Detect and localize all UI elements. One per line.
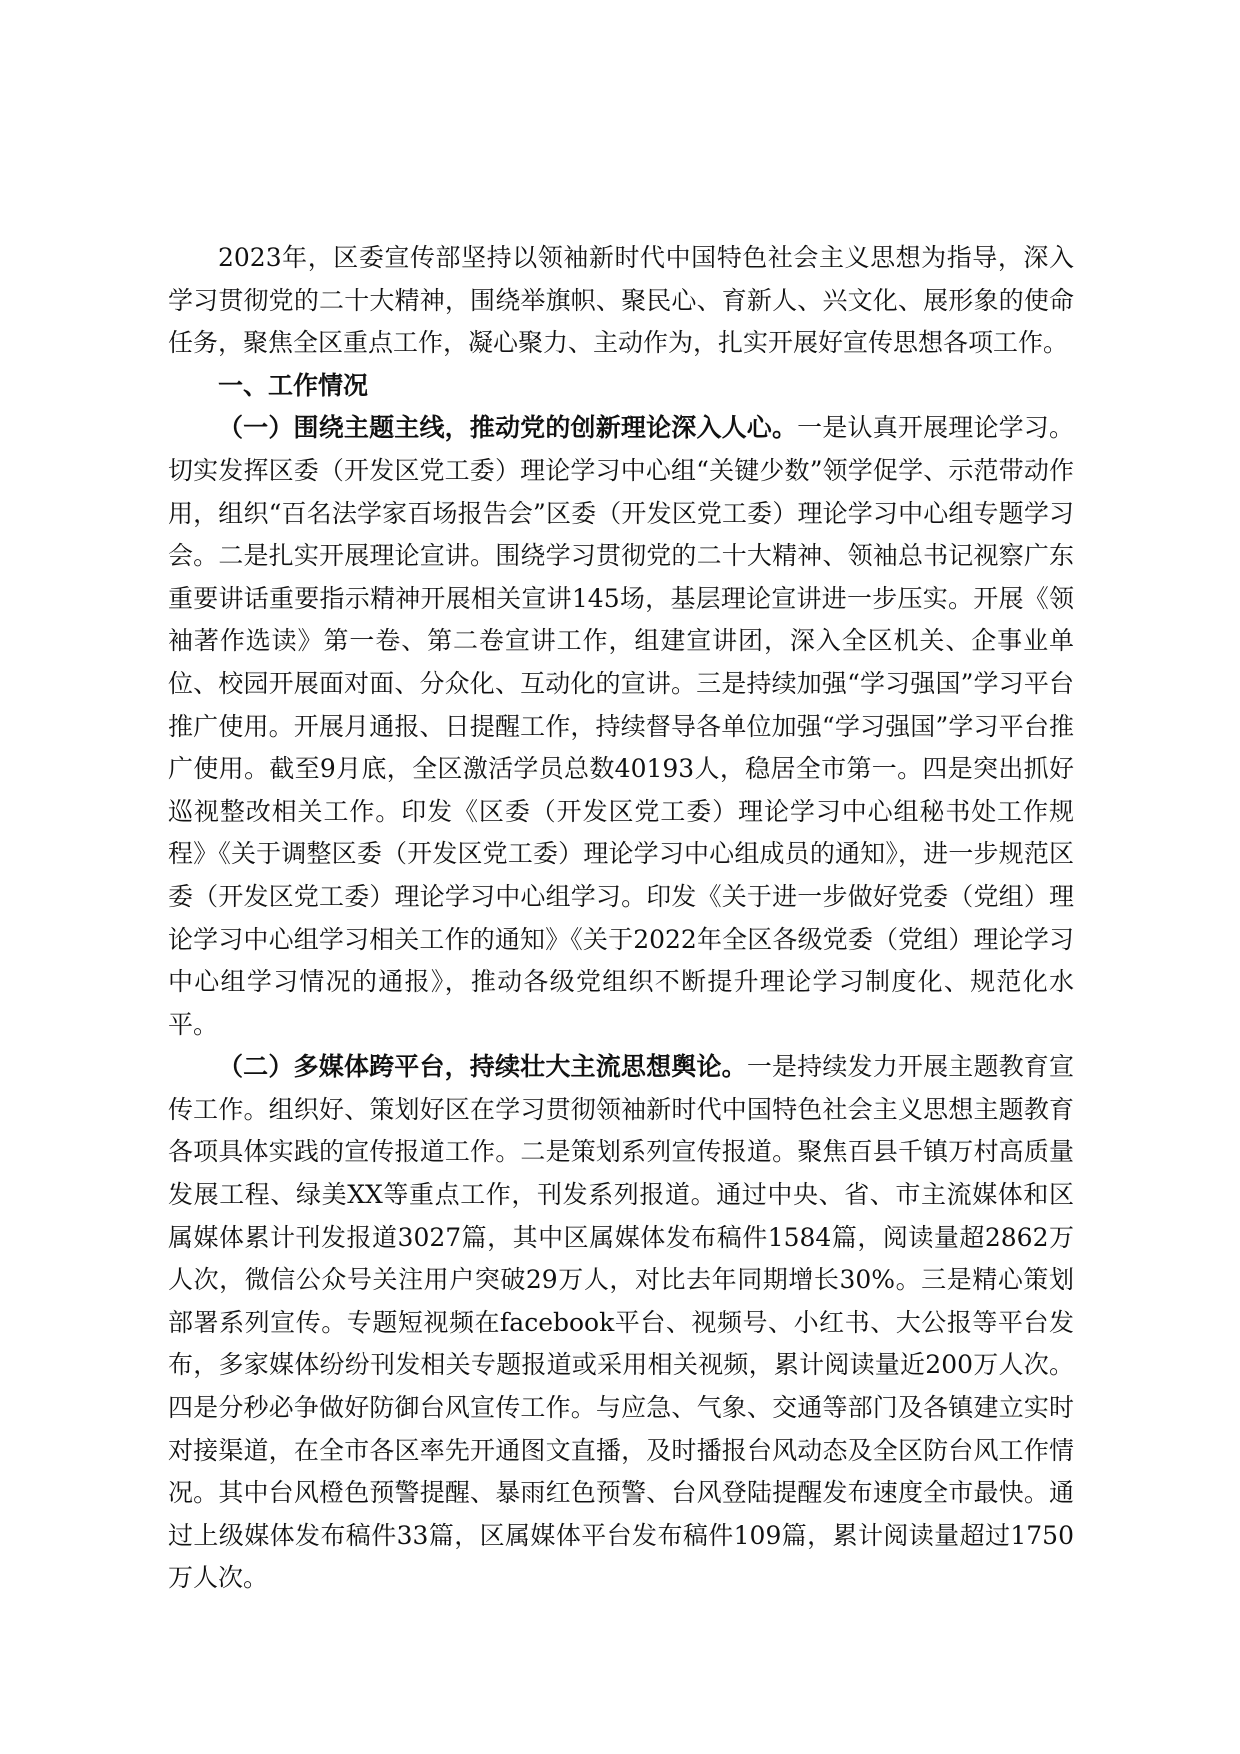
subsection-title-2: （二）多媒体跨平台，持续壮大主流思想舆论。 [218,1052,747,1082]
intro-paragraph: 2023年，区委宣传部坚持以领袖新时代中国特色社会主义思想为指导，深入学习贯彻党的二十大精神，围绕举旗帜、聚民心、育新人、兴文化、展形象的使命任务，聚焦全区重点工作，凝心聚力、主动作为，扎实开展好宣传思想各项工作。 [168,243,1074,358]
section-heading: 一、工作情况 [218,370,369,400]
document-body [168,237,1074,1600]
subsection-paragraph-1 [168,407,1074,1046]
subsection-body-2: 一是持续发力开展主题教育宣传工作。组织好、策划好区在学习贯彻领袖新时代中国特色社会主义思想主题教育各项具体实践的宣传报道工作。二是策划系列宣传报道。聚焦百县千镇万村高质量发展工程、绿美XX等重点工作，刊发系列报道。通过中央、省、市主流媒体和区属媒体累计刊发报道3027篇，其中区属媒体发布稿件1584篇，阅读量超2862万人次，微信公众号关注用户突破29万人，对比去年同期增长30%。三是精心策划部署系列宣传。专题短视频在facebook平台、视频号、小红书、大公报等平台发布，多家媒体纷纷刊发相关专题报道或采用相关视频，累计阅读量近200万人次。四是分秒必争做好防御台风宣传工作。与应急、气象、交通等部门及各镇建立实时对接渠道，在全市各区率先开通图文直播，及时播报台风动态及全区防台风工作情况。其中台风橙色预警提醒、暴雨红色预警、台风登陆提醒发布速度全市最快。通过上级媒体发布稿件33篇，区属媒体平台发布稿件109篇，累计阅读量超过1750万人次。 [168,1052,1074,1593]
subsection-body-1: 一是认真开展理论学习。切实发挥区委（开发区党工委）理论学习中心组“关键少数”领学促学、示范带动作用，组织“百名法学家百场报告会”区委（开发区党工委）理论学习中心组专题学习会。二是扎实开展理论宣讲。围绕学习贯彻党的二十大精神、领袖总书记视察广东重要讲话重要指示精神开展相关宣讲145场，基层理论宣讲进一步压实。开展《领袖著作选读》第一卷、第二卷宣讲工作，组建宣讲团，深入全区机关、企事业单位、校园开展面对面、分众化、互动化的宣讲。三是持续加强“学习强国”学习平台推广使用。开展月通报、日提醒工作，持续督导各单位加强“学习强国”学习平台推广使用。截至9月底，全区激活学员总数40193人，稳居全市第一。四是突出抓好巡视整改相关工作。印发《区委（开发区党工委）理论学习中心组秘书处工作规程》《关于调整区委（开发区党工委）理论学习中心组成员的通知》，进一步规范区委（开发区党工委）理论学习中心组学习。印发《关于进一步做好党委（党组）理论学习中心组学习相关工作的通知》《关于2022年全区各级党委（党组）理论学习中心组学习情况的通报》，推动各级党组织不断提升理论学习制度化、规范化水平。 [168,413,1074,1039]
subsection-paragraph-2 [168,1046,1074,1600]
subsection-title-1: （一）围绕主题主线，推动党的创新理论深入人心。 [218,413,798,443]
